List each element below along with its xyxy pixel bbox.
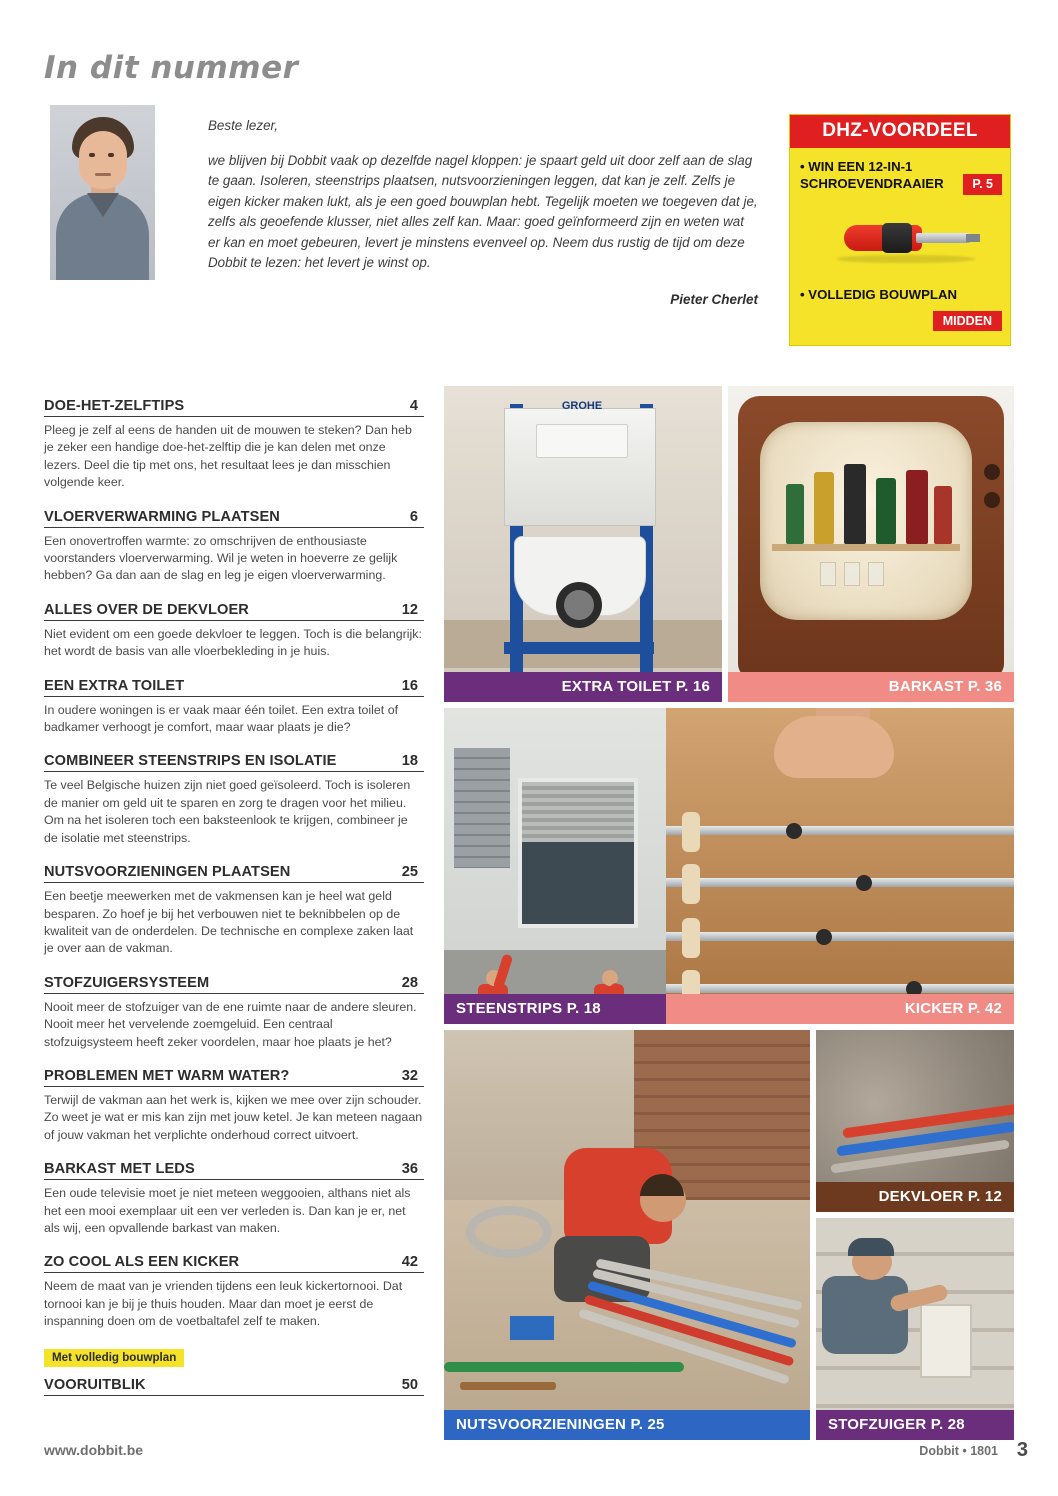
bottle bbox=[906, 470, 928, 544]
toc-entry-title: STOFZUIGERSYSTEEM bbox=[44, 974, 210, 991]
steenstrips-panel bbox=[454, 748, 510, 868]
toc-entry-vooruitblik[interactable] bbox=[44, 1377, 424, 1396]
toc-entry-description: Te veel Belgische huizen zijn niet goed geïsoleerd. Toch is isoleren de manier om geld uit te sparen en zorg te dragen voor het milieu. Om na het isoleren toch een baksteenlook te krijgen, combineer je de isolatie met steenstrips. bbox=[44, 778, 411, 845]
toc-entry[interactable] bbox=[44, 1161, 424, 1237]
worker-torso bbox=[822, 1276, 908, 1354]
cable-coil bbox=[466, 1206, 552, 1258]
table-of-contents bbox=[44, 398, 424, 1413]
worker-cap bbox=[848, 1238, 894, 1256]
toc-entry-page: 18 bbox=[401, 753, 418, 770]
promo-item-screwdriver bbox=[800, 158, 1000, 192]
editorial-body: we blijven bij Dobbit vaak op dezelfde nagel kloppen: je spaart geld uit door zelf aan de slag te gaan. Isoleren, steenstrips plaatsen, nutsvoorzieningen leggen, dat kan je zelf. Zelfs je eigen kicker maken lukt, als je een goed bouwplan hebt. Tegelijk moeten we toegeven dat je, zelfs als geoefende klusser, niet alles zelf kan. Maar: goed geïnformeerd zijn en weten wat er kan en moet gebeuren, levert je minstens evenveel op. Neem dus rustig de tijd om deze Dobbit te lezen: het levert je winst op. bbox=[208, 152, 758, 270]
toc-entry-description: Een onovertroffen warmte: zo omschrijven de enthousiaste voorstanders vloerverwarming. Wil je weten in hoeverre ze gelijk hebben? Ga dan aan de slag en leg je eigen vloerverwarming. bbox=[44, 533, 398, 583]
toc-entry-description: Terwijl de vakman aan het werk is, kijken we mee over zijn schouder. Zo weet je wat er mis kan zijn met jouw ketel. Je kan meteen nagaan of jouw vakman het verplichte onderhoud correct uitvoert. bbox=[44, 1092, 423, 1142]
screwdriver-tip bbox=[966, 234, 980, 242]
toc-entry[interactable] bbox=[44, 1254, 424, 1330]
photo-caption: STEENSTRIPS P. 18 bbox=[444, 994, 722, 1024]
toc-entry-page: 6 bbox=[409, 508, 418, 525]
toc-entry-title: EEN EXTRA TOILET bbox=[44, 677, 185, 694]
toc-entry-page: 42 bbox=[401, 1254, 418, 1271]
bottle bbox=[814, 472, 834, 544]
tv-knob bbox=[984, 464, 1000, 480]
toc-entry-description: Niet evident om een goede dekvloer te leggen. Toch is die belangrijk: het wordt de basis van alle vloerbekleding in je huis. bbox=[44, 626, 422, 659]
editor-portrait bbox=[50, 105, 155, 280]
screwdriver-shaft bbox=[916, 233, 970, 243]
promo-item1-badge: P. 5 bbox=[963, 174, 1002, 195]
toc-entry-title: NUTSVOORZIENINGEN PLAATSEN bbox=[44, 864, 291, 881]
toc-entry-description: Nooit meer de stofzuiger van de ene ruimte naar de andere sleuren. Nooit meer het vervelende zoemgeluid. Een centraal stofzuigsysteem heeft zeker voordelen, maar hoe plaats je het? bbox=[44, 999, 417, 1049]
tv-knob bbox=[984, 492, 1000, 508]
photo-caption: KICKER P. 42 bbox=[666, 994, 1014, 1024]
footer-website[interactable]: www.dobbit.be bbox=[44, 1442, 144, 1458]
toc-entry-header bbox=[44, 753, 424, 772]
toc-entry-header bbox=[44, 975, 424, 994]
toc-entry-description: In oudere woningen is er vaak maar één toilet. Een extra toilet of badkamer verhoogt je comfort, maar waar plaats je die? bbox=[44, 702, 399, 735]
promo-item2-badge: MIDDEN bbox=[933, 311, 1002, 331]
toc-entry-header bbox=[44, 509, 424, 528]
toc-entry-header bbox=[44, 1161, 424, 1180]
portrait-eye-right bbox=[108, 153, 114, 157]
toc-entry-title: BARKAST MET LEDS bbox=[44, 1161, 195, 1178]
toc-entry[interactable] bbox=[44, 975, 424, 1051]
toc-entry-page: 36 bbox=[401, 1161, 418, 1178]
promo-item2-label: • VOLLEDIG BOUWPLAN bbox=[800, 287, 958, 302]
toc-entry-page: 25 bbox=[401, 864, 418, 881]
toc-entry-header bbox=[44, 864, 424, 883]
toc-entry-page: 12 bbox=[401, 601, 418, 618]
photo-collage bbox=[444, 386, 1014, 1440]
portrait-eye-left bbox=[89, 153, 95, 157]
rod-bolt bbox=[786, 823, 802, 839]
rod-grip bbox=[682, 864, 700, 904]
promo-item1-label: • WIN EEN 12-IN-1 SCHROEVENDRAAIER bbox=[800, 159, 944, 191]
roller-shutter bbox=[522, 782, 634, 842]
bouwplan-badge: Met volledig bouwplan bbox=[44, 1349, 184, 1367]
photo-caption: EXTRA TOILET P. 16 bbox=[444, 672, 722, 702]
toc-entry-page: 50 bbox=[401, 1376, 418, 1393]
toc-entry-title: COMBINEER STEENSTRIPS EN ISOLATIE bbox=[44, 753, 337, 770]
footer-issue: Dobbit • 1801 bbox=[919, 1444, 998, 1458]
toc-entry-title: ALLES OVER DE DEKVLOER bbox=[44, 601, 249, 618]
photo-nutsvoorzieningen[interactable] bbox=[444, 1030, 810, 1440]
toc-entry-title: VLOERVERWARMING PLAATSEN bbox=[44, 508, 280, 525]
toc-entry[interactable] bbox=[44, 602, 424, 661]
toc-entry-header bbox=[44, 1068, 424, 1087]
photo-dekvloer[interactable] bbox=[816, 1030, 1014, 1212]
wall-niche bbox=[920, 1304, 972, 1378]
toc-entry-page: 16 bbox=[401, 677, 418, 694]
screwdriver-icon bbox=[816, 207, 986, 269]
bottle bbox=[934, 486, 952, 544]
photo-kicker[interactable] bbox=[666, 708, 1014, 1024]
foosball-rod bbox=[666, 826, 1014, 835]
photo-caption: DEKVLOER P. 12 bbox=[816, 1182, 1014, 1212]
photo-caption: STOFZUIGER P. 28 bbox=[816, 1410, 1014, 1440]
garden-hose bbox=[444, 1362, 684, 1372]
foosball-rod bbox=[666, 932, 1014, 941]
toilet-frame-base bbox=[504, 642, 654, 654]
bottle bbox=[786, 484, 804, 544]
editorial-signature: Pieter Cherlet bbox=[670, 291, 758, 307]
bottle bbox=[876, 478, 896, 544]
glass bbox=[820, 562, 836, 586]
dhz-promo-box bbox=[789, 114, 1011, 346]
rod-bolt bbox=[856, 875, 872, 891]
toc-entry-title: VOORUITBLIK bbox=[44, 1376, 146, 1393]
player-hand bbox=[774, 716, 894, 778]
screwdriver-grip bbox=[882, 223, 912, 253]
portrait-face bbox=[79, 131, 127, 189]
bottle bbox=[844, 464, 866, 544]
photo-stofzuiger[interactable] bbox=[816, 1218, 1014, 1440]
toc-entry-header bbox=[44, 1254, 424, 1273]
toc-entry[interactable] bbox=[44, 864, 424, 958]
rod-grip bbox=[682, 812, 700, 852]
toc-entry-page: 28 bbox=[401, 974, 418, 991]
toc-entry-page: 4 bbox=[409, 398, 418, 414]
page-title: In dit nummer bbox=[44, 50, 299, 86]
bar-shelf bbox=[772, 544, 960, 551]
toc-entry-description: Neem de maat van je vrienden tijdens een leuk kickertornooi. Dat tornooi kan je bij je thuis houden. Maar dan moet je eerst de inspanning doen om de voetbaltafel zelf te maken. bbox=[44, 1279, 403, 1329]
toc-entry[interactable] bbox=[44, 1068, 424, 1144]
editorial-salutation: Beste lezer, bbox=[208, 118, 278, 133]
toc-entry-title: PROBLEMEN MET WARM WATER? bbox=[44, 1067, 290, 1084]
screwdriver-shadow bbox=[836, 255, 976, 263]
toc-entry[interactable] bbox=[44, 678, 424, 737]
toc-entry-header bbox=[44, 398, 424, 417]
glass bbox=[844, 562, 860, 586]
toc-entry-description: Pleeg je zelf al eens de handen uit de mouwen te steken? Dan heb je zeker een handige doe-het-zelftip die je kan delen met onze lezers. Deel die tip met ons, het resultaat lees je dan misschien volgende keer. bbox=[44, 423, 412, 490]
toc-entry[interactable] bbox=[44, 509, 424, 585]
portrait-mouth bbox=[95, 173, 111, 176]
photo-caption: NUTSVOORZIENINGEN P. 25 bbox=[444, 1410, 810, 1440]
toc-entry-description: Een beetje meewerken met de vakmensen kan je heel wat geld besparen. Zo hoef je bij het verbouwen niet te beknibbelen op de kwaliteit van de onderdelen. De technische en complexe zaken laat je over aan de vakman. bbox=[44, 889, 414, 956]
toc-entry-description: Een oude televisie moet je niet meteen weggooien, althans niet als het een mooi exemplaar uit een ver verleden is. Dan kan je er, net als wij, een opvallende barkast van maken. bbox=[44, 1186, 411, 1235]
foosball-rod bbox=[666, 878, 1014, 887]
photo-caption: BARKAST P. 36 bbox=[728, 672, 1014, 702]
rod-grip bbox=[682, 918, 700, 958]
toilet-flush-plate bbox=[536, 424, 628, 458]
grohe-logo: GROHE bbox=[561, 400, 603, 412]
toc-entry-title: ZO COOL ALS EEN KICKER bbox=[44, 1254, 240, 1271]
toc-entry-header bbox=[44, 602, 424, 621]
glass bbox=[868, 562, 884, 586]
page-number: 3 bbox=[1016, 1439, 1028, 1461]
toilet-waste-pipe-inner bbox=[564, 590, 594, 620]
hammer-tool bbox=[460, 1382, 556, 1390]
foosball-rod bbox=[666, 984, 1014, 993]
toc-entry-header bbox=[44, 678, 424, 697]
editorial-text bbox=[208, 116, 758, 310]
toc-entry[interactable] bbox=[44, 398, 424, 492]
promo-title: DHZ-VOORDEEL bbox=[790, 115, 1010, 148]
rod-bolt bbox=[816, 929, 832, 945]
toc-entry[interactable] bbox=[44, 753, 424, 847]
photo-extra-toilet[interactable] bbox=[444, 386, 722, 702]
photo-barkast[interactable] bbox=[728, 386, 1014, 702]
junction-box bbox=[510, 1316, 554, 1340]
toc-entry-title: DOE-HET-ZELFTIPS bbox=[44, 398, 185, 414]
toc-entry-page: 32 bbox=[401, 1067, 418, 1084]
toc-entry-header bbox=[44, 1377, 424, 1396]
